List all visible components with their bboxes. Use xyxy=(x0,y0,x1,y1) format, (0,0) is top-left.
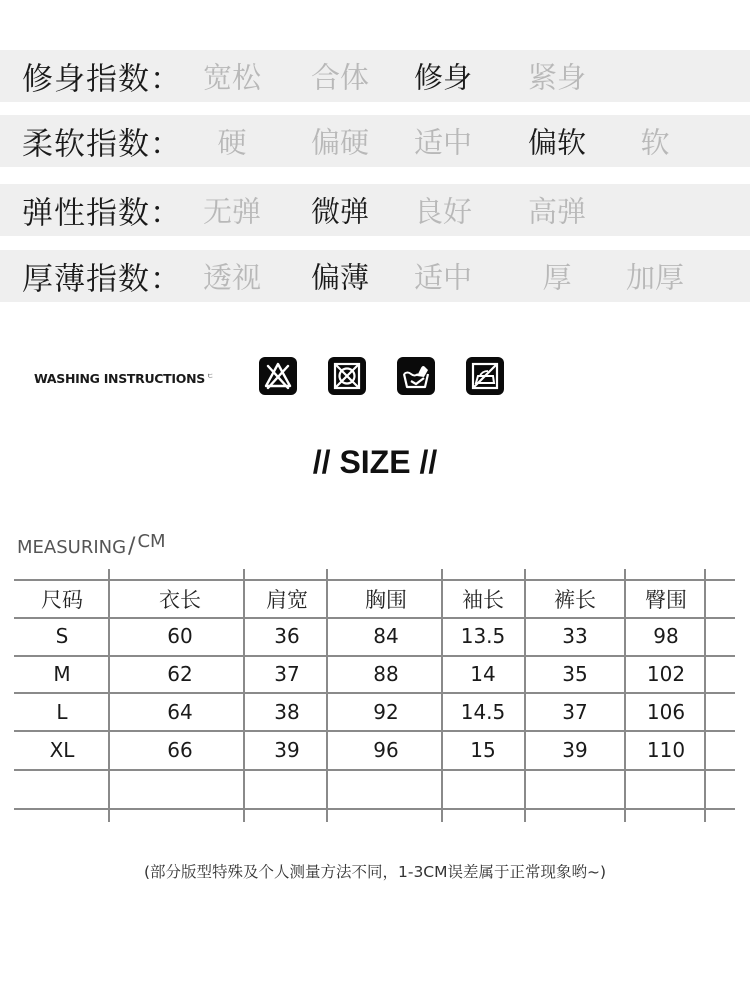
index-label: 厚薄指数： xyxy=(22,261,182,298)
table-column-divider xyxy=(108,569,110,822)
table-row-divider xyxy=(14,769,735,771)
table-row-divider xyxy=(14,655,735,657)
washing-instructions-label: WASHING INSTRUCTIONS $^ㄷ$ xyxy=(34,371,214,387)
index-option: 紧身 xyxy=(527,60,587,95)
size-label-cell: S xyxy=(55,624,69,648)
table-cell: 39 xyxy=(274,738,300,762)
table-row-divider xyxy=(14,692,735,694)
index-option-selected: 修身 xyxy=(413,60,473,95)
do-not-bleach-icon xyxy=(259,357,297,395)
index-option: 加厚 xyxy=(625,260,685,295)
table-cell: 35 xyxy=(562,662,588,686)
size-label-cell: L xyxy=(56,700,68,724)
table-cell: 102 xyxy=(646,662,686,686)
table-column-divider xyxy=(624,569,626,822)
table-column-divider xyxy=(441,569,443,822)
table-cell: 62 xyxy=(167,662,193,686)
table-header-cell: 肩宽 xyxy=(266,588,308,612)
table-header-cell: 裤长 xyxy=(554,588,596,612)
measurement-note: (部分版型特殊及个人测量方法不同，1-3CM误差属于正常现象哟~) xyxy=(143,863,607,881)
table-row-divider xyxy=(14,579,735,581)
table-column-divider xyxy=(704,569,706,822)
size-title: // SIZE // xyxy=(312,444,438,480)
table-cell: 37 xyxy=(274,662,300,686)
index-row xyxy=(0,115,750,167)
table-header-cell: 衣长 xyxy=(159,588,201,612)
do-not-tumble-dry-icon xyxy=(328,357,366,395)
table-cell: 36 xyxy=(274,624,300,648)
size-label-cell: M xyxy=(53,662,71,686)
index-option: 软 xyxy=(640,125,670,160)
measuring-label: MEASURING/ CM xyxy=(17,531,166,559)
index-row xyxy=(0,184,750,236)
index-label: 修身指数： xyxy=(22,61,182,98)
index-option: 适中 xyxy=(413,260,473,295)
table-cell: 88 xyxy=(373,662,399,686)
index-row xyxy=(0,50,750,102)
table-header-cell: 臀围 xyxy=(645,588,687,612)
index-option: 无弹 xyxy=(202,194,262,229)
table-cell: 33 xyxy=(562,624,588,648)
size-label-cell: XL xyxy=(49,738,75,762)
table-header-cell: 胸围 xyxy=(365,588,407,612)
hand-wash-icon xyxy=(397,357,435,395)
table-row-divider xyxy=(14,730,735,732)
table-cell: 96 xyxy=(373,738,399,762)
index-option: 偏硬 xyxy=(310,125,370,160)
table-row-divider xyxy=(14,808,735,810)
index-label: 弹性指数： xyxy=(22,195,182,232)
table-column-divider xyxy=(243,569,245,822)
table-cell: 15 xyxy=(470,738,496,762)
index-option: 高弹 xyxy=(527,194,587,229)
index-row xyxy=(0,250,750,302)
table-cell: 39 xyxy=(562,738,588,762)
table-cell: 106 xyxy=(646,700,686,724)
do-not-iron-icon xyxy=(466,357,504,395)
table-header-cell: 袖长 xyxy=(462,588,504,612)
table-cell: 98 xyxy=(653,624,679,648)
table-cell: 38 xyxy=(274,700,300,724)
table-cell: 14.5 xyxy=(460,700,506,724)
index-option: 适中 xyxy=(413,125,473,160)
index-option: 透视 xyxy=(202,260,262,295)
index-option: 硬 xyxy=(217,125,247,160)
index-option-selected: 偏薄 xyxy=(310,260,370,295)
table-cell: 13.5 xyxy=(460,624,506,648)
table-row-divider xyxy=(14,617,735,619)
index-option-selected: 微弹 xyxy=(310,194,370,229)
index-option: 合体 xyxy=(310,60,370,95)
index-option: 良好 xyxy=(413,194,473,229)
table-header-cell: 尺码 xyxy=(41,588,83,612)
index-option: 宽松 xyxy=(202,60,262,95)
table-cell: 64 xyxy=(167,700,193,724)
index-option: 厚 xyxy=(542,260,572,295)
table-cell: 37 xyxy=(562,700,588,724)
table-cell: 14 xyxy=(470,662,496,686)
table-column-divider xyxy=(524,569,526,822)
table-cell: 66 xyxy=(167,738,193,762)
table-cell: 84 xyxy=(373,624,399,648)
table-cell: 92 xyxy=(373,700,399,724)
table-cell: 110 xyxy=(646,738,686,762)
table-column-divider xyxy=(326,569,328,822)
index-label: 柔软指数： xyxy=(22,126,182,163)
table-cell: 60 xyxy=(167,624,193,648)
index-option-selected: 偏软 xyxy=(527,125,587,160)
